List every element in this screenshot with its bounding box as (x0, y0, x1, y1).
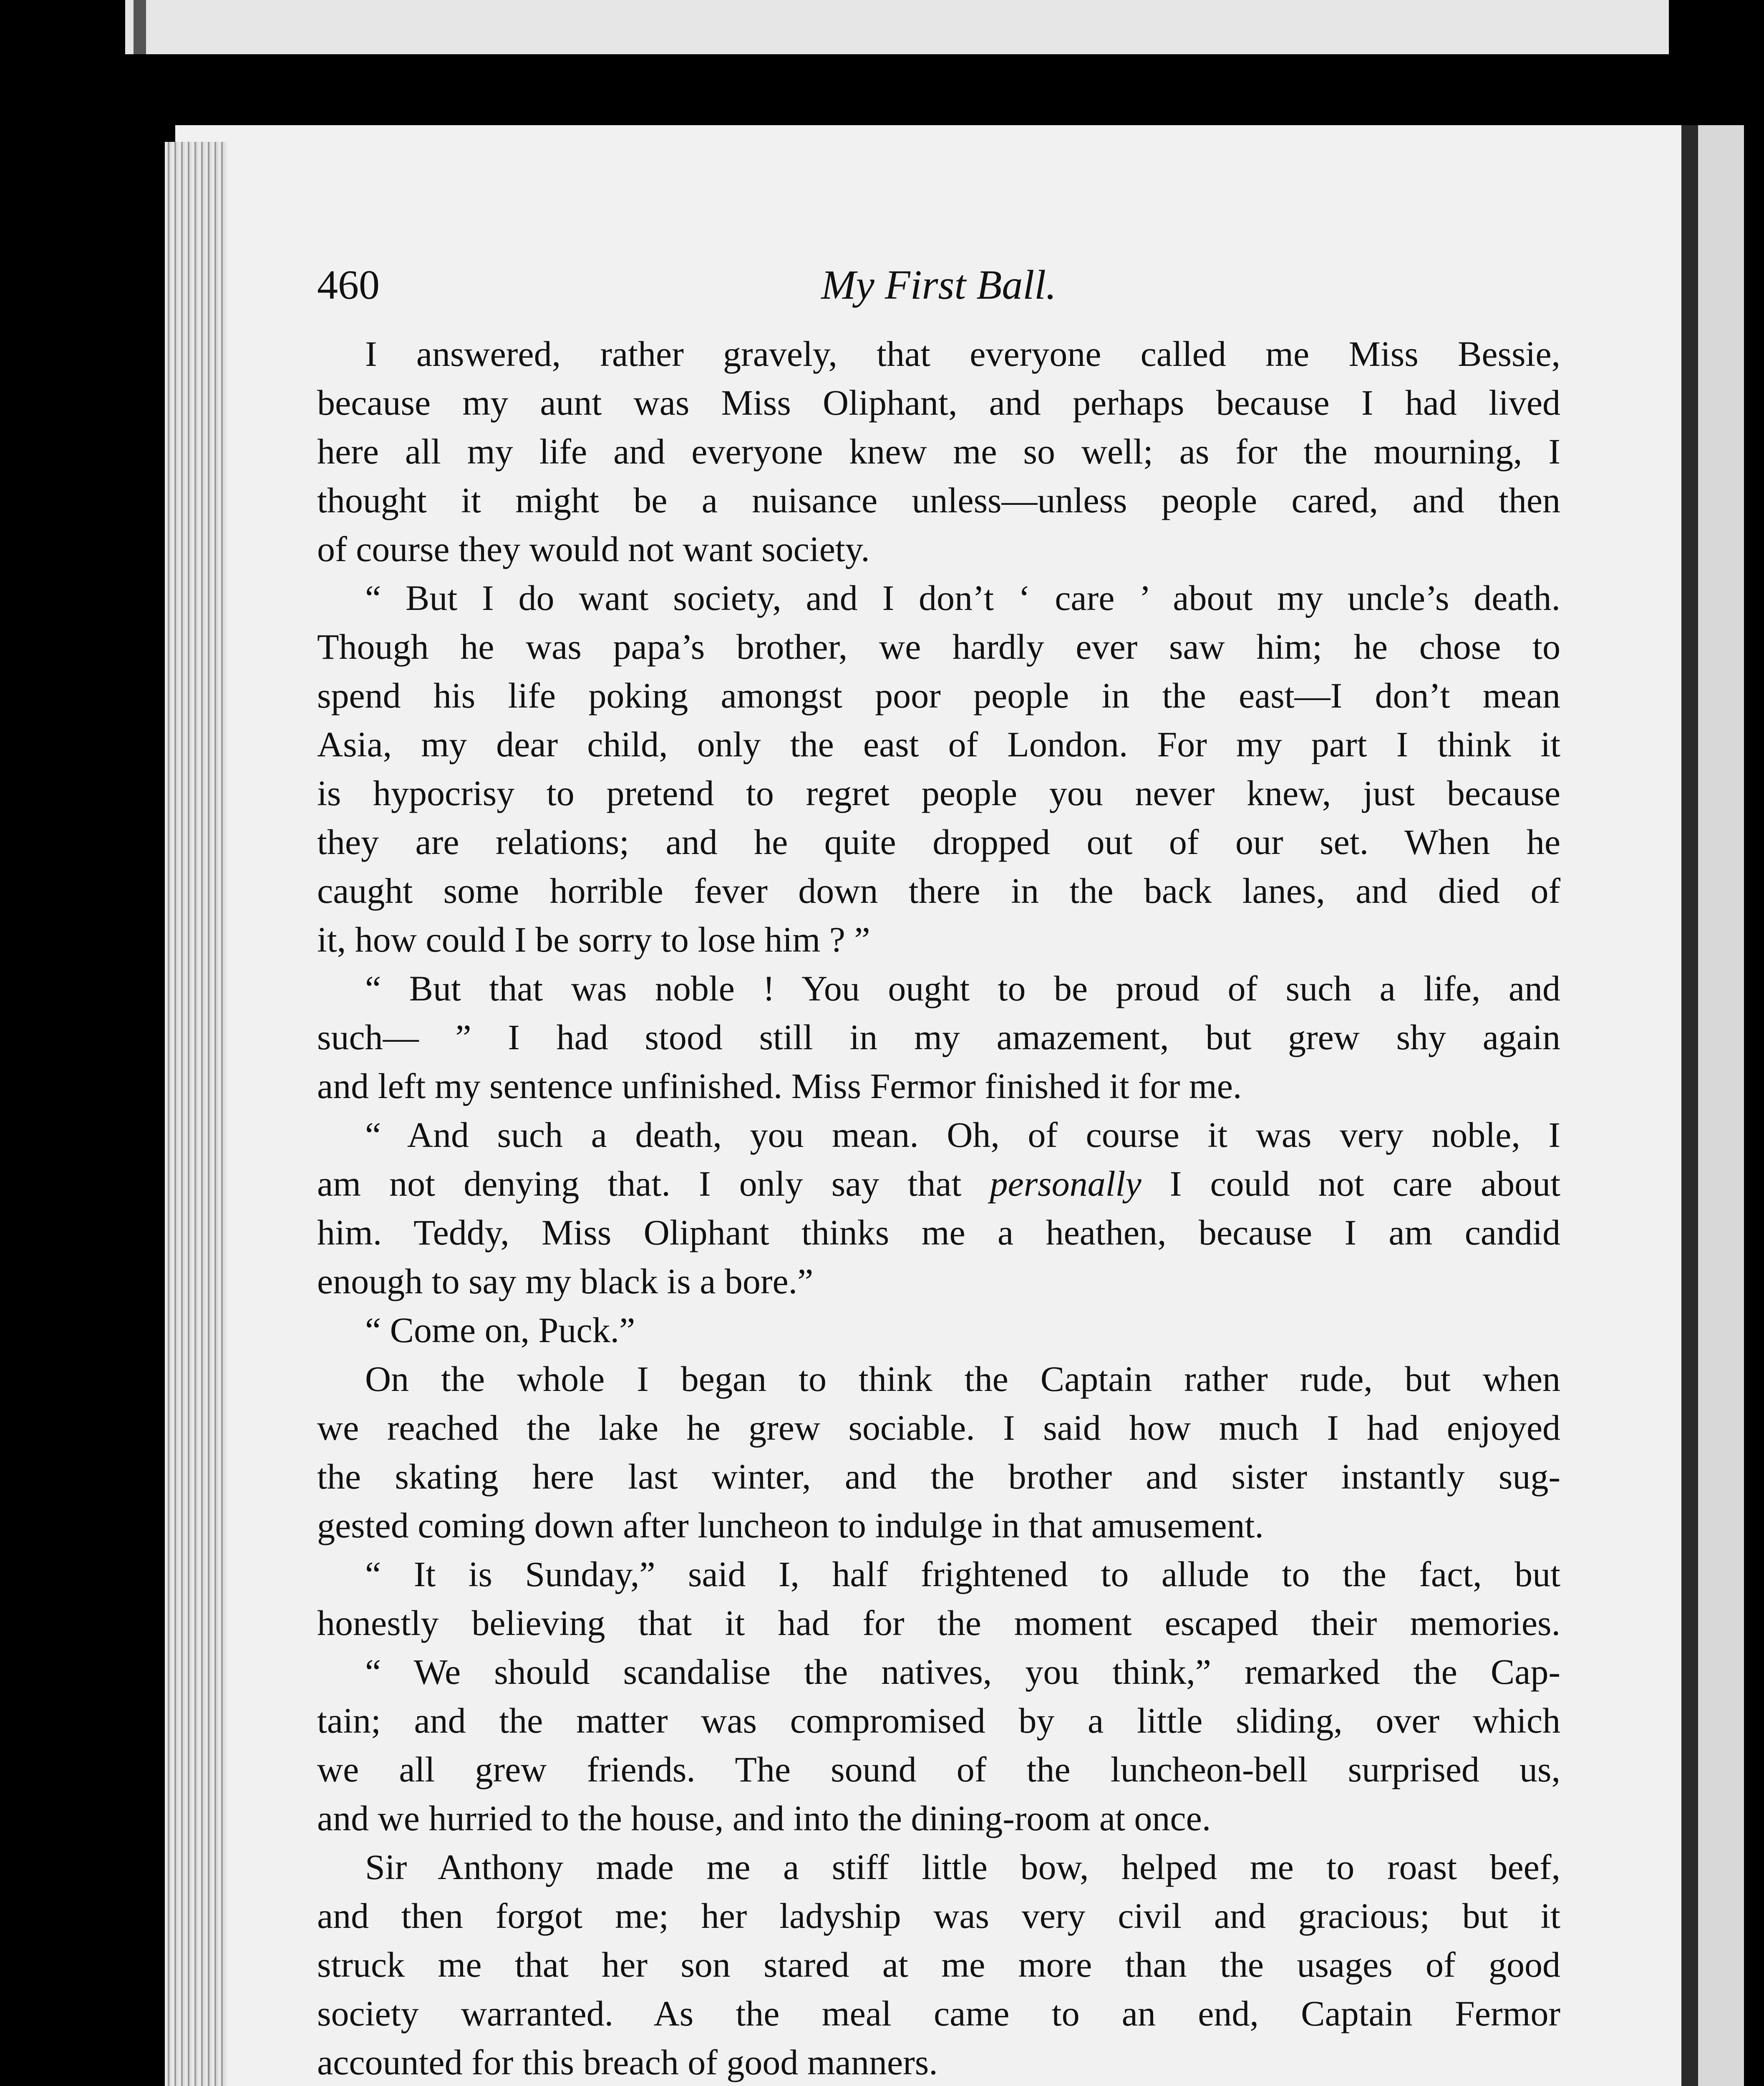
paragraph (317, 1355, 1560, 1550)
paragraph (317, 1306, 1560, 1355)
page-stack-edges (165, 142, 227, 2086)
text-line: him. Teddy, Miss Oliphant thinks me a heathen, because I am candid (317, 1212, 1560, 1252)
paragraph (317, 574, 1560, 964)
text-line: I answered, rather gravely, that everyone called me Miss Bessie, (365, 334, 1560, 374)
text-line: because my aunt was Miss Oliphant, and perhaps because I had lived (317, 383, 1560, 423)
italic-word: personally (990, 1164, 1142, 1204)
text-line: here all my life and everyone knew me so well; as for the mourning, I (317, 431, 1560, 471)
text-line: Sir Anthony made me a stiff little bow, helped me to roast beef, (365, 1847, 1560, 1887)
text-line: and then forgot me; her ladyship was very civil and gracious; but it (317, 1896, 1560, 1936)
text-line: Though he was papa’s brother, we hardly ever saw him; he chose to (317, 627, 1560, 667)
text-line: gested coming down after luncheon to indulge in that amusement. (317, 1505, 1264, 1545)
text-line: such— ” I had stood still in my amazement, but grew shy again (317, 1017, 1560, 1057)
text-line: thought it might be a nuisance unless—unless people cared, and then (317, 480, 1560, 520)
paragraph (317, 964, 1560, 1111)
text-line: and left my sentence unfinished. Miss Fermor finished it for me. (317, 1066, 1242, 1106)
text-line: “ It is Sunday,” said I, half frightened to allude to the fact, but (365, 1554, 1560, 1594)
paragraph (317, 330, 1560, 574)
text-line: “ Come on, Puck.” (365, 1310, 635, 1350)
text-line: spend his life poking amongst poor people in the east—I don’t mean (317, 675, 1560, 715)
paragraph (317, 1843, 1560, 2086)
previous-page-edge (125, 0, 1669, 54)
paragraph (317, 1111, 1560, 1306)
text-line: we reached the lake he grew sociable. I said how much I had enjoyed (317, 1408, 1560, 1448)
text-line: they are relations; and he quite dropped out of our set. When he (317, 822, 1560, 862)
text-line: “ We should scandalise the natives, you think,” remarked the Cap- (365, 1652, 1560, 1692)
running-title: My First Ball. (821, 262, 1056, 308)
text-line: of course they would not want society. (317, 529, 870, 569)
text-line: is hypocrisy to pretend to regret people you never knew, just because (317, 773, 1560, 813)
text-line: accounted for this breach of good manners. (317, 2042, 938, 2082)
text-line (317, 1159, 1560, 1208)
text-line: struck me that her son stared at me more than the usages of good (317, 1945, 1560, 1985)
page-number: 460 (317, 262, 380, 308)
text-segment: am not denying that. I only say that (317, 1164, 962, 1204)
paragraph (317, 1648, 1560, 1843)
page-body (317, 330, 1560, 2086)
text-line: and we hurried to the house, and into the dining-room at once. (317, 1798, 1211, 1838)
text-line: tain; and the matter was compromised by a little sliding, over which (317, 1701, 1560, 1741)
text-line: “ But I do want society, and I don’t ‘ care ’ about my uncle’s death. (365, 578, 1560, 618)
text-line: On the whole I began to think the Captain rather rude, but when (365, 1359, 1560, 1399)
text-line: Asia, my dear child, only the east of London. For my part I think it (317, 724, 1560, 764)
text-line: caught some horrible fever down there in the back lanes, and died of (317, 871, 1560, 911)
text-line: honestly believing that it had for the moment escaped their memories. (317, 1603, 1560, 1643)
text-line: it, how could I be sorry to lose him ? ” (317, 920, 870, 960)
text-line: we all grew friends. The sound of the luncheon-bell surprised us, (317, 1749, 1560, 1789)
book-binding-right (1681, 125, 1744, 2086)
text-segment: I could not care about (1141, 1164, 1561, 1204)
text-line: enough to say my black is a bore.” (317, 1261, 814, 1301)
text-line: “ And such a death, you mean. Oh, of course it was very noble, I (365, 1115, 1560, 1155)
paragraph (317, 1550, 1560, 1648)
text-line: “ But that was noble ! You ought to be proud of such a life, and (365, 968, 1560, 1008)
text-line: society warranted. As the meal came to an end, Captain Fermor (317, 1993, 1560, 2033)
text-line: the skating here last winter, and the brother and sister instantly sug- (317, 1456, 1560, 1496)
page-header (317, 261, 1560, 311)
